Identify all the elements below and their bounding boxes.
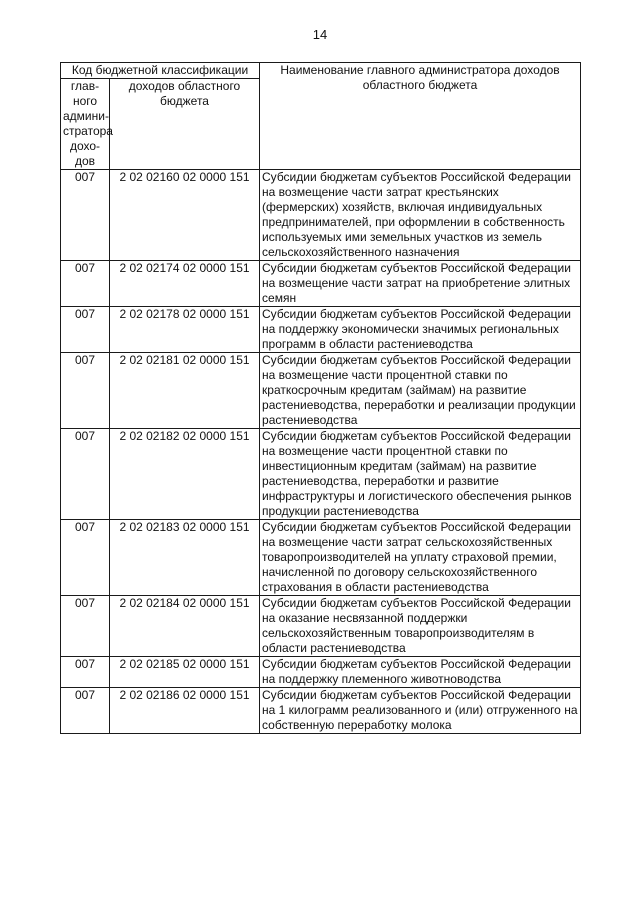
revenue-name-cell: Субсидии бюджетам субъектов Российской Федерации на возмещение части процентной ставки по краткосрочным кредитам (займам) на развитие растениеводства, переработки и реализации продукции растениеводства [260,353,581,429]
revenue-name-cell: Субсидии бюджетам субъектов Российской Федерации на возмещение части затрат сельскохозяйственных товаропроизводителей на уплату страховой премии, начисленной по договору сельскохозяйственного страхования в области растениеводства [260,520,581,596]
revenue-name-cell: Субсидии бюджетам субъектов Российской Федерации на возмещение части затрат крестьянских (фермерских) хозяйств, включая индивидуальных предпринимателей, при оформлении в собственность используемых ими земельных участков из земель сельскохозяйственного назначения [260,170,581,261]
revenue-name-cell: Субсидии бюджетам субъектов Российской Федерации на возмещение части затрат на приобретение элитных семян [260,261,581,307]
administrator-code-cell: 007 [61,596,110,657]
table-row [61,520,581,596]
administrator-code-cell: 007 [61,170,110,261]
administrator-code-cell: 007 [61,307,110,353]
budget-code-cell: 2 02 02182 02 0000 151 [110,429,260,520]
budget-classification-table [60,62,581,734]
table-row [61,688,581,734]
administrator-code-cell: 007 [61,520,110,596]
budget-code-cell: 2 02 02185 02 0000 151 [110,657,260,688]
budget-code-cell: 2 02 02160 02 0000 151 [110,170,260,261]
table-row [61,261,581,307]
table-row [61,307,581,353]
table-row [61,657,581,688]
revenue-name-cell: Субсидии бюджетам субъектов Российской Федерации на поддержку экономически значимых региональных программ в области растениеводства [260,307,581,353]
administrator-code-cell: 007 [61,657,110,688]
revenue-name-cell: Субсидии бюджетам субъектов Российской Федерации на возмещение части процентной ставки по инвестиционным кредитам (займам) на развитие растениеводства, переработки и развитие инфраструктуры и логистического обеспечения рынков продукции растениеводства [260,429,581,520]
budget-classification-code-header: Код бюджетной классификации [61,63,260,79]
budget-code-cell: 2 02 02183 02 0000 151 [110,520,260,596]
budget-code-cell: 2 02 02184 02 0000 151 [110,596,260,657]
table-body [61,170,581,734]
table-row [61,596,581,657]
revenue-name-cell: Субсидии бюджетам субъектов Российской Федерации на поддержку племенного животноводства [260,657,581,688]
administrator-code-cell: 007 [61,688,110,734]
administrator-code-cell: 007 [61,429,110,520]
budget-code-cell: 2 02 02178 02 0000 151 [110,307,260,353]
table-row [61,353,581,429]
chief-administrator-header: глав-ного админи-стратора дохо-дов [61,79,110,170]
budget-code-cell: 2 02 02186 02 0000 151 [110,688,260,734]
revenue-name-cell: Субсидии бюджетам субъектов Российской Федерации на 1 килограмм реализованного и (или) отгруженного на собственную переработку молока [260,688,581,734]
revenue-name-cell: Субсидии бюджетам субъектов Российской Федерации на оказание несвязанной поддержки сельскохозяйственным товаропроизводителям в области растениеводства [260,596,581,657]
table-row [61,429,581,520]
budget-code-cell: 2 02 02181 02 0000 151 [110,353,260,429]
budget-code-cell: 2 02 02174 02 0000 151 [110,261,260,307]
table-row [61,170,581,261]
regional-budget-revenue-header: доходов областного бюджета [110,79,260,170]
administrator-code-cell: 007 [61,261,110,307]
administrator-code-cell: 007 [61,353,110,429]
administrator-name-header: Наименование главного администратора доходов областного бюджета [260,63,581,170]
page-number: 14 [312,27,328,42]
table-header-row [61,63,581,79]
